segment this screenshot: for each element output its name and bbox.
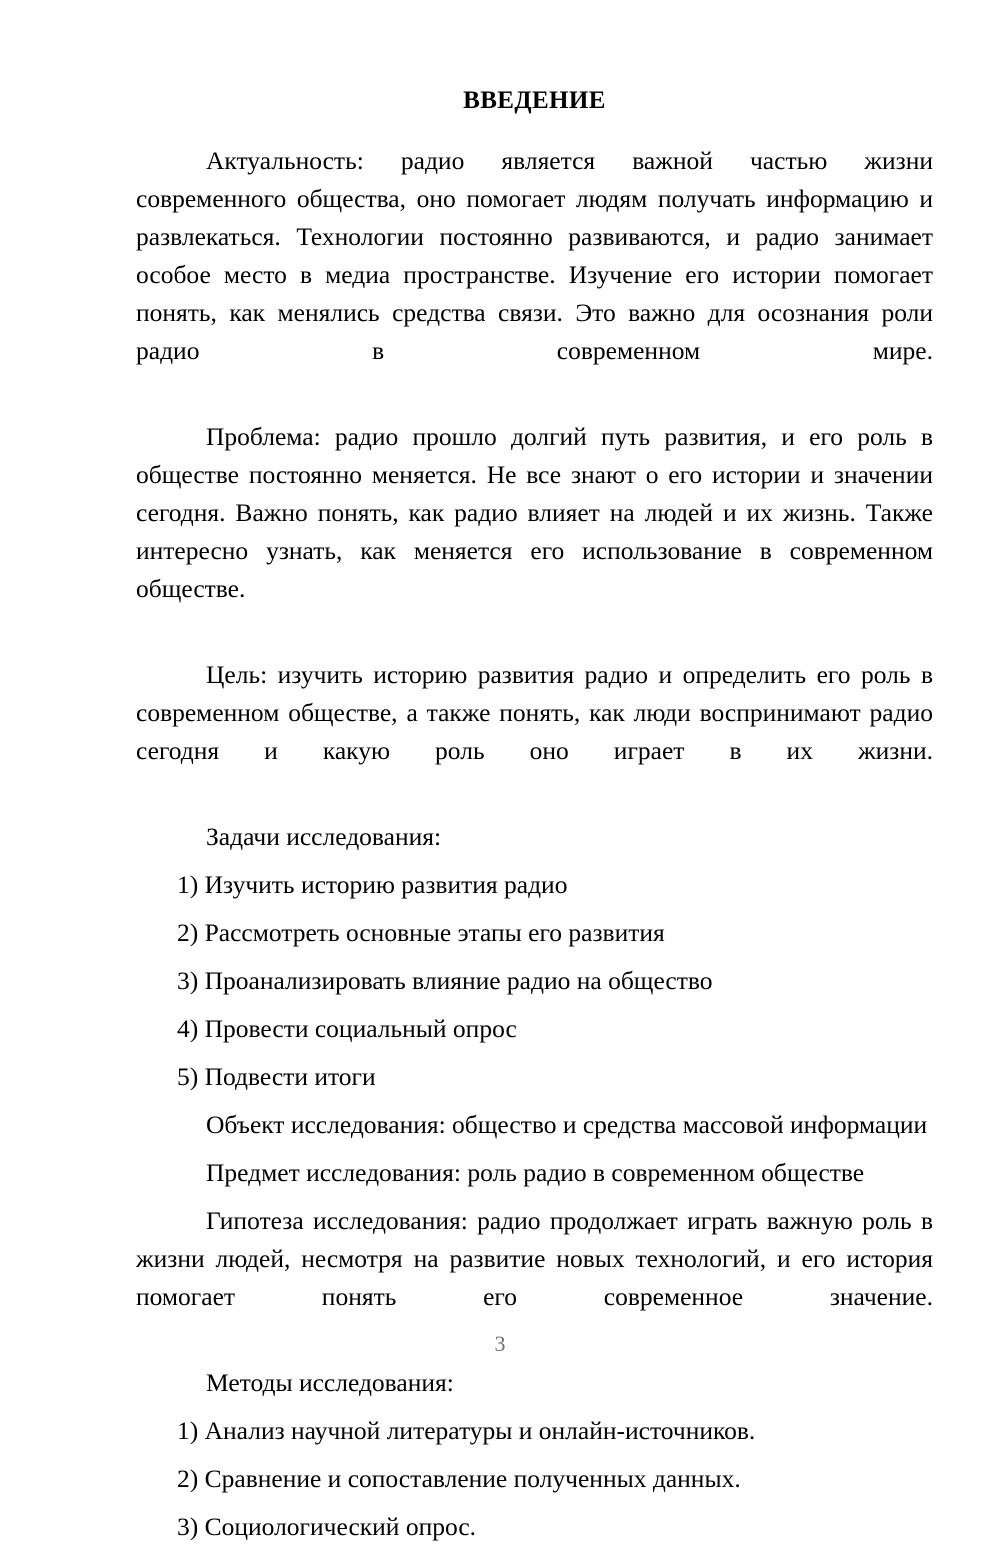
page-title: ВВЕДЕНИЕ bbox=[463, 87, 606, 114]
list-item: 4) Провести социальный опрос bbox=[177, 1014, 517, 1043]
list-item: 1) Анализ научной литературы и онлайн-источников. bbox=[177, 1416, 756, 1445]
subject-of-research: Предмет исследования: роль радио в современном обществе bbox=[206, 1158, 865, 1187]
paragraph-relevance: Актуальность: радио является важной частью жизни современного общества, оно помогает людям получать информацию и развлекаться. Технологии постоянно развиваются, и радио занимает особое место в медиа пространстве. Изучение его истории помогает понять, как менялись средства связи. Это важно для осознания роли радио в современном мире. bbox=[136, 146, 933, 365]
tasks-list bbox=[136, 866, 933, 1096]
page-number: 3 bbox=[494, 1331, 506, 1356]
list-item: 5) Подвести итоги bbox=[177, 1062, 376, 1091]
list-item: 3) Проанализировать влияние радио на общество bbox=[177, 966, 713, 995]
paragraph-goal: Цель: изучить историю развития радио и определить его роль в современном обществе, а также понять, как люди воспринимают радио сегодня и какую роль оно играет в их жизни. bbox=[136, 660, 933, 765]
paragraph-problem: Проблема: радио прошло долгий путь развития, и его роль в обществе постоянно меняется. Не все знают о его истории и значении сегодня. Важно понять, как радио влияет на людей и их жизнь. Также интересно узнать, как меняется его использование в современном обществе. bbox=[136, 422, 933, 603]
methods-heading: Методы исследования: bbox=[206, 1368, 454, 1397]
object-of-research: Объект исследования: общество и средства массовой информации bbox=[206, 1110, 928, 1139]
paragraph-hypothesis: Гипотеза исследования: радио продолжает играть важную роль в жизни людей, несмотря на развитие новых технологий, и его история помогает понять его современное значение. bbox=[136, 1206, 933, 1311]
tasks-heading: Задачи исследования: bbox=[206, 822, 442, 851]
methods-list bbox=[136, 1412, 933, 1546]
list-item: 3) Социологический опрос. bbox=[177, 1512, 477, 1541]
list-item: 2) Сравнение и сопоставление полученных данных. bbox=[177, 1464, 741, 1493]
list-item: 2) Рассмотреть основные этапы его развития bbox=[177, 918, 665, 947]
list-item: 1) Изучить историю развития радио bbox=[177, 870, 568, 899]
